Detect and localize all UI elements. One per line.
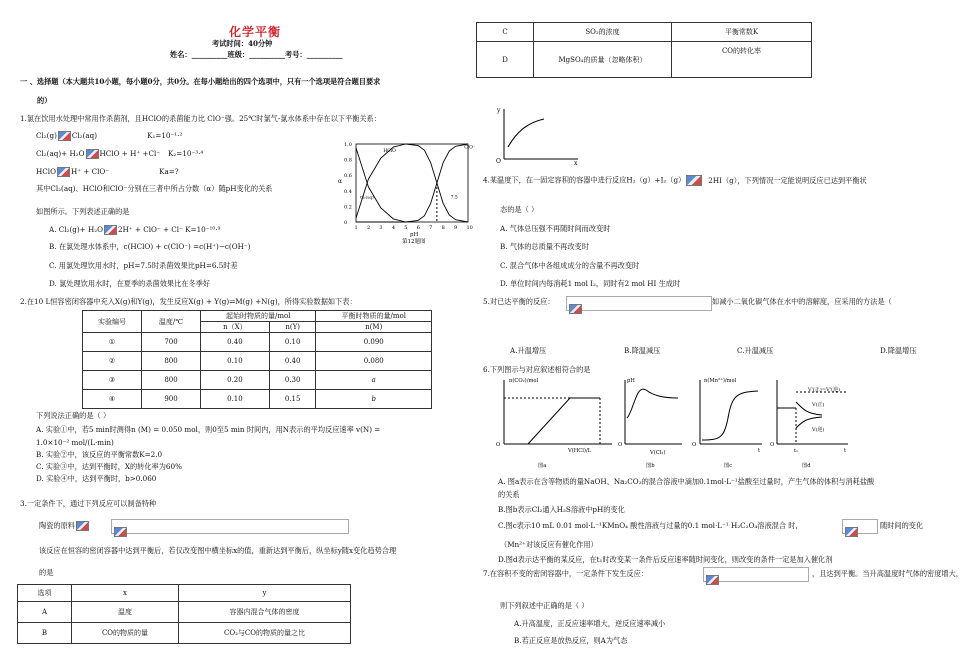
table-header: 温度/℃ — [142, 311, 201, 333]
t1-label: t₁ — [794, 448, 799, 454]
table-subheader: n(M) — [316, 322, 432, 333]
x-tick-label: 2 — [366, 225, 371, 231]
q1-eq2-k: K₂=10⁻³·⁴ — [168, 149, 204, 158]
q6-option-c2: 随时间的变化 — [880, 521, 924, 530]
table-row — [83, 352, 432, 371]
q6-formula-box — [842, 519, 878, 534]
x-axis-label: V(Cl₂) — [650, 450, 666, 456]
graph-caption: 图b — [646, 463, 655, 469]
q7-option-a: A.升高温度，正反应速率增大，逆反应速率减小 — [514, 619, 666, 628]
y-axis-label: n(CO₂)/mol — [509, 378, 539, 384]
chart-title: 第12题图 — [402, 239, 426, 245]
y-tick-label: 0 — [344, 220, 348, 226]
section-heading-1: 一 、选择题（本大题共10小题，每小题0分，共0分。在每小题给出的四个选项中，只有一个选项是符合题目要求 — [20, 77, 381, 86]
q3-table-part1 — [17, 584, 351, 644]
q1-eq3-left: HClO — [36, 167, 56, 176]
table-cell: 0.10 — [269, 333, 316, 352]
table-cell: 800 — [142, 352, 201, 371]
table-cell: MgSO₄的质量（忽略体积） — [534, 42, 672, 78]
q1-option-c: C. 用氯处理饮用水时，pH=7.5时杀菌效果比pH=6.5时差 — [49, 261, 238, 270]
equilibrium-arrow-icon — [57, 167, 70, 177]
q2-ask: 下列说法正确的是（ ） — [36, 411, 111, 420]
q6-option-d: D.图d表示达平衡的某反应，在t₁时改变某一条件后反应速率随时间变化，则改变的条件一定是加入催化剂 — [498, 555, 833, 564]
q2-option-b: B. 实验②中，该反应的平衡常数K=2.0 — [36, 450, 163, 459]
forward-label: V(正) — [812, 402, 825, 408]
x-tick-label: 1 — [354, 225, 358, 231]
table-header: 起始时物质的量/mol — [201, 311, 316, 322]
y-axis-label: n(Mn²⁺)/mol — [704, 378, 737, 384]
table-cell: 0.10 — [201, 352, 270, 371]
q4-option-d: D. 单位时间内每消耗1 mol I₂，同时有2 mol HI 生成时 — [500, 279, 681, 288]
q6-option-b: B.图b表示Cl₂通入H₂S溶液中pH的变化 — [498, 505, 625, 514]
q4-option-a: A. 气体总压强不再随时间而改变时 — [500, 224, 611, 233]
origin-label: O — [496, 442, 501, 448]
x-tick-label: 3 — [379, 225, 383, 231]
q3-desc: 该反应在恒容的密闭容器中达到平衡后，若仅改变图中横坐标x的值，重新达到平衡后，纵坐标y随x变化趋势合理 — [39, 546, 397, 555]
q4-option-c: C. 混合气体中各组成成分的含量不再改变时 — [500, 261, 640, 270]
x-tick-label: 6 — [416, 225, 420, 231]
q3-table-part2 — [476, 22, 812, 78]
section-heading-2: 的） — [37, 96, 52, 105]
q1-eq2-right: HClO + H⁺ +Cl⁻ — [99, 149, 161, 158]
formula-image-icon — [114, 527, 127, 537]
y-axis-label: y — [497, 107, 501, 114]
graph-c-curve — [702, 391, 758, 440]
q2-stem — [20, 298, 357, 306]
formula-image-icon — [569, 304, 582, 314]
x-tick-label: 9 — [454, 225, 458, 231]
q7-option-b: B.若正反应是放热反应，则A为气态 — [514, 636, 628, 645]
plot-frame — [356, 144, 468, 222]
q1-eq2 — [36, 149, 203, 159]
q2-option-a2: 1.0×10⁻² mol/(L·min) — [36, 438, 114, 447]
graph-b-curve — [627, 389, 678, 418]
series-line-2 — [356, 148, 406, 222]
table-cell: C — [477, 23, 534, 42]
y-tick-label: 0.8 — [344, 157, 352, 164]
table-cell: 700 — [142, 333, 201, 352]
table-cell: 0.20 — [201, 371, 270, 390]
hclo-label: HClO — [383, 148, 396, 154]
y-tick-label: 1.0 — [344, 142, 352, 148]
table-header: 实验编号 — [83, 311, 142, 333]
q7-reaction-formula-box — [703, 567, 809, 582]
q4-stem3: 态的是（ ） — [500, 205, 539, 214]
q1-eq1-left: Cl₂(g) — [36, 131, 57, 140]
table-cell: SO₂的浓度 — [534, 23, 672, 42]
x-tick-label: 10 — [466, 225, 473, 231]
x-axis-label: pH — [410, 232, 419, 238]
table-cell: 800 — [142, 371, 201, 390]
table-cell: CO₂与CO的物质的量之比 — [179, 623, 351, 644]
q3-trend-chart — [490, 103, 585, 165]
q6-option-c1: C.图c表示10 mL 0.01 mol·L⁻¹KMnO₄ 酸性溶液与过量的0.1 mol·L⁻¹ H₂C₂O₄溶液混合 时， — [498, 521, 803, 530]
formula-image-icon — [76, 521, 89, 531]
table-cell: 平衡常数K — [672, 23, 812, 42]
q1-eq1 — [36, 131, 182, 141]
q1-desc1: 其中Cl₂(aq)、HClO和ClO⁻分别在三者中所占分数（α）随pH变化的关系 — [36, 184, 273, 193]
q2-stem-right: M(g) +N(g)，所得实验数据如下表： — [235, 297, 357, 306]
q4-stem-left: 4.某温度下，在一固定容积的容器中进行反应H₂（g）+I₂（g） — [483, 175, 686, 185]
table-row — [18, 602, 351, 623]
origin-label: O — [496, 158, 501, 165]
cl2-label: Cl₂(aq) — [359, 194, 374, 200]
q5-option-b: B.降温减压 — [624, 346, 661, 355]
graph-caption: 图a — [538, 463, 547, 469]
table-cell: 温度 — [72, 602, 179, 623]
ph-marker-label: 7.5 — [450, 195, 458, 201]
q1-desc2: 如图所示。下列表述正确的是 — [36, 207, 130, 216]
y-axis-label: pH — [627, 378, 635, 384]
equilibrium-arrow-icon — [686, 175, 702, 186]
q1-stem: 1.氯在饮用水处理中常用作杀菌剂，且HClO的杀菌能力比 ClO⁻强。25℃时氯气-氯水体系中存在以下平衡关系： — [20, 114, 381, 123]
q2-option-a1: A. 实验①中，若5 min时测得n (M) = 0.050 mol，则0至5 min 时间内，用N表示的平均反应速率 v(N) = — [36, 425, 381, 434]
graph-caption: 图c — [724, 463, 733, 469]
table-cell: b — [316, 390, 432, 409]
x-tick-label: 4 — [391, 225, 396, 231]
table-cell: ③ — [83, 371, 142, 390]
q1-eq3-k: Ka=? — [159, 167, 179, 176]
table-header: 选项 — [18, 585, 72, 602]
clo-label: ClO⁻ — [464, 145, 476, 151]
table-row — [477, 42, 812, 78]
q4-stem — [483, 175, 867, 186]
table-cell: 0.090 — [316, 333, 432, 352]
table-cell: ④ — [83, 390, 142, 409]
q6-stem: 6.下列图示与对应叙述相符合的是 — [483, 365, 591, 374]
table-cell: 0.40 — [201, 333, 270, 352]
q2-table — [82, 310, 432, 409]
q5-reaction-formula-box — [566, 296, 712, 311]
y-tick-label: 0.4 — [344, 188, 352, 195]
origin-label: O — [692, 442, 697, 448]
reverse-label: V(逆) — [812, 427, 825, 433]
table-cell: ② — [83, 352, 142, 371]
table-row — [83, 333, 432, 352]
equilibrium-arrow-icon — [104, 225, 117, 235]
table-cell: ① — [83, 333, 142, 352]
q5-stem2: 如减小二氧化碳气体在水中的溶解度，应采用的方法是（ — [712, 297, 892, 306]
table-cell: 0.10 — [201, 390, 270, 409]
table-header: x — [72, 585, 179, 602]
table-row — [18, 623, 351, 644]
q1-eq1-right: Cl₂(aq) — [71, 131, 98, 140]
q5-stem1: 5.对已达平衡的反应： — [483, 297, 555, 306]
q5-option-c: C.升温减压 — [737, 346, 774, 355]
table-cell: A — [18, 602, 72, 623]
table-cell: CO的转化率 — [672, 42, 812, 78]
table-row — [83, 371, 432, 390]
q1-ph-chart — [334, 138, 474, 248]
equilibrium-arrow-icon: ⇌ — [229, 297, 236, 306]
table-cell: a — [316, 371, 432, 390]
q6-graph-b — [616, 374, 686, 470]
table-cell: 0.40 — [269, 352, 316, 371]
q6-option-a2: 的关系 — [498, 490, 520, 499]
table-cell: D — [477, 42, 534, 78]
y-axis-label: α — [338, 178, 343, 185]
student-info: 姓名：__________班级：__________考号：__________ — [170, 50, 343, 59]
q2-option-d: D. 实验④中，达到平衡时，b>0.060 — [36, 474, 157, 483]
series-line-0 — [356, 144, 468, 222]
x-axis-label: V(HCl)/L — [568, 448, 592, 454]
page-title: 化学平衡 — [229, 25, 282, 39]
y-tick-label: 0.2 — [344, 204, 352, 211]
origin-label: O — [618, 442, 623, 448]
q1-option-b: B. 在氯处理水体系中，c(HClO) + c(ClO⁻) =c(H⁺)−c(OH⁻) — [49, 242, 251, 251]
q3-reaction-formula-box — [111, 519, 349, 534]
q3-stem2-text: 陶瓷的原料 — [39, 521, 75, 530]
formula-image-icon — [706, 575, 719, 585]
q4-stem-right: 2HI（g），下列情况一定能说明反应已达到平衡状 — [708, 175, 867, 185]
x-tick-label: 7 — [429, 225, 433, 231]
q6-graph-c — [688, 374, 768, 470]
q2-stem-left: 2.在10 L恒容密闭容器中充入X(g)和Y(g)，发生反应X(g) + Y(g) — [20, 297, 230, 306]
graph-a-line — [528, 398, 600, 444]
table-row — [83, 390, 432, 409]
q5-option-a: A.升温增压 — [510, 346, 547, 355]
equilibrium-arrow-icon — [86, 149, 99, 159]
table-cell: 0.080 — [316, 352, 432, 371]
table-header: 平衡时物质的量/mol — [316, 311, 432, 322]
table-cell: 0.30 — [269, 371, 316, 390]
table-header: y — [179, 585, 351, 602]
x-tick-label: 8 — [441, 225, 445, 231]
table-subheader: n(Y) — [269, 322, 316, 333]
q7-ask: 则下列叙述中正确的是（ ） — [500, 601, 589, 610]
q7-stem2: ，且达到平衡。当升高温度时气体的密度增大， — [812, 569, 963, 578]
table-subheader: n（X） — [201, 322, 270, 333]
q2-option-c: C. 实验③中，达到平衡时，X的转化率为60% — [36, 462, 182, 471]
series-line-1 — [356, 144, 468, 222]
q7-stem1: 7.在容积不变的密闭容器中，一定条件下发生反应： — [483, 569, 648, 578]
table-cell: 900 — [142, 390, 201, 409]
q4-option-b: B. 气体的总质量不再改变时 — [500, 242, 589, 251]
x-axis-label: x — [574, 160, 578, 167]
equilibrium-arrow-icon — [58, 131, 71, 141]
q3-desc2: 的是 — [39, 568, 54, 577]
table-cell: 0.15 — [269, 390, 316, 409]
origin-label: O — [770, 442, 775, 448]
q3-stem2 — [39, 521, 90, 531]
table-cell: B — [18, 623, 72, 644]
q1-eq3-right: H⁺ + ClO⁻ — [70, 167, 110, 176]
trend-curve — [508, 119, 544, 147]
q6-graph-a — [488, 374, 618, 470]
q6-graph-d — [768, 374, 852, 470]
graph-caption: 图d — [802, 463, 811, 469]
x-tick-label: 5 — [404, 225, 408, 231]
q5-option-d: D.降温增压 — [880, 346, 917, 355]
q3-stem: 3.一定条件下，通过下列反应可以制备特种 — [20, 499, 157, 508]
table-cell: 容器内混合气体的密度 — [179, 602, 351, 623]
q6-option-a1: A. 图a表示在含等物质的量NaOH、Na₂CO₃的混合溶液中滴加0.1mol·L⁻¹盐酸至过量时，产生气体的体积与消耗盐酸 — [498, 477, 875, 486]
q1-option-a — [49, 225, 220, 235]
table-cell: CO的物质的量 — [72, 623, 179, 644]
y-tick-label: 0.6 — [344, 173, 352, 180]
x-axis-label: t — [758, 448, 761, 454]
q6-option-c3: （Mn²⁺对该反应有催化作用） — [500, 540, 598, 549]
q1-option-a-left: A. Cl₂(g)+ H₂O — [49, 225, 103, 234]
q1-eq2-left: Cl₂(aq)+ H₂O — [36, 149, 85, 158]
exam-time: 考试时间：40分钟 — [212, 39, 273, 48]
formula-image-icon — [845, 527, 858, 537]
q1-option-a-right: 2H⁺ + ClO⁻ + Cl⁻ K=10⁻¹⁰·⁹ — [118, 225, 221, 234]
q1-eq1-k: K₁=10⁻¹·² — [147, 131, 183, 140]
rate-equal-label: V'(正)=V'(逆) — [808, 387, 840, 393]
x-axis-label: t — [844, 448, 847, 454]
table-row — [477, 23, 812, 42]
q1-eq3 — [36, 167, 179, 177]
q1-option-d: D. 氯处理饮用水时，在夏季的杀菌效果比在冬季好 — [49, 279, 211, 288]
